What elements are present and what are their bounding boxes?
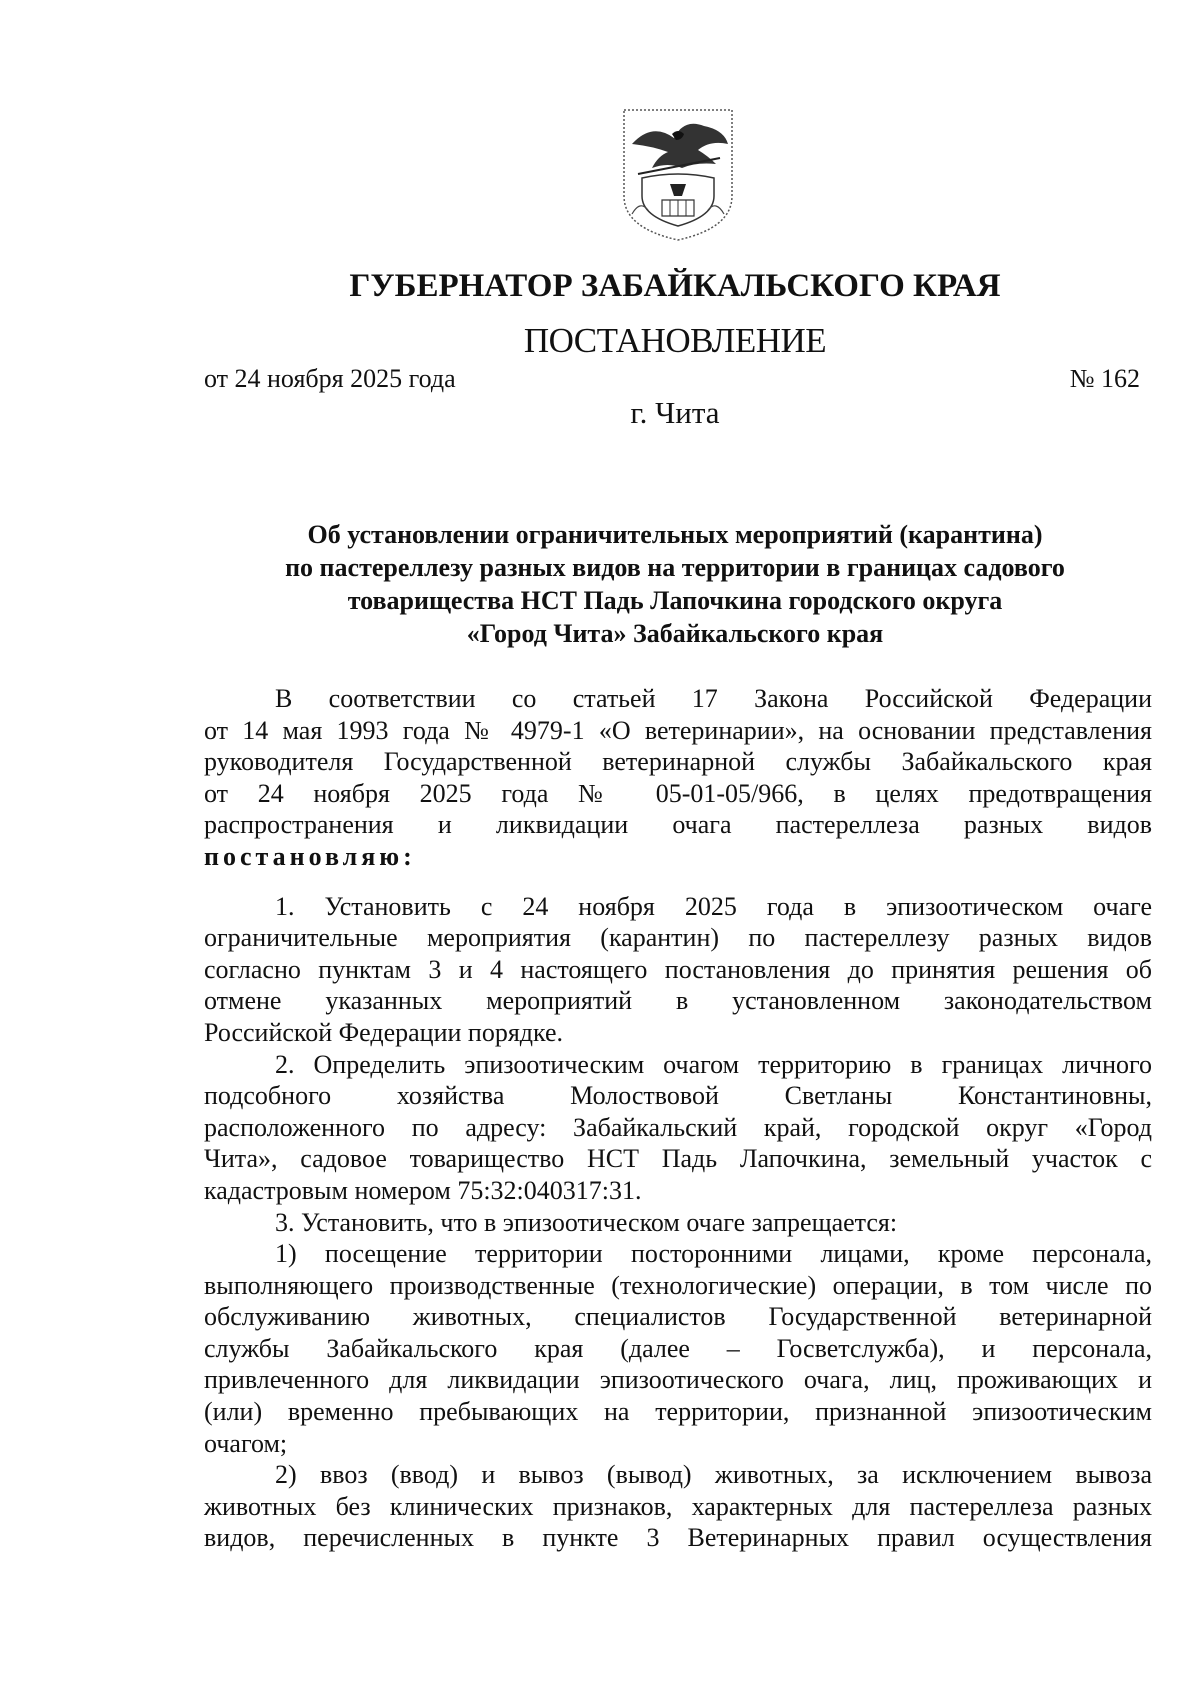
text-line: Чита», садовое товарищество НСТ Падь Лапочкина, земельный участок с [204,1144,1152,1174]
text-line: видов, перечисленных в пункте 3 Ветеринарных правил осуществления [204,1523,1152,1553]
item-1 [204,891,1152,1049]
preamble [204,683,1152,873]
item-3-1 [204,1238,1152,1459]
text-line: 1. Установить с 24 ноября 2025 года в эпизоотическом очаге [275,891,1152,921]
text-line: 1) посещение территории посторонними лицами, кроме персонала, [275,1239,1152,1269]
document-city: г. Чита [630,395,720,430]
document-body [204,683,1152,1554]
text-line: 3. Установить, что в эпизоотическом очаге запрещается: [275,1207,898,1237]
text-line: очагом; [204,1428,288,1458]
text-line: расположенного по адресу: Забайкальский край, городской округ «Город [204,1112,1152,1142]
text-line: отмене указанных мероприятий в установленном законодательством [204,986,1152,1016]
text-line: подсобного хозяйства Молоствовой Светланы Константиновны, [204,1081,1152,1111]
text-line: обслуживанию животных, специалистов Государственной ветеринарной [204,1302,1152,1332]
document-date: от 24 ноября 2025 года [204,364,456,393]
text-line: 2. Определить эпизоотическим очагом территорию в границах личного [275,1049,1152,1079]
text-line: от 24 ноября 2025 года № 05-01-05/966, в целях предотвращения [204,778,1152,808]
item-2 [204,1049,1152,1207]
text-line: согласно пунктам 3 и 4 настоящего постановления до принятия решения об [204,954,1152,984]
document-title [200,518,1150,650]
text-line: (или) временно пребывающих на территории, признанной эпизоотическим [204,1397,1152,1427]
authority-heading: ГУБЕРНАТОР ЗАБАЙКАЛЬСКОГО КРАЯ [349,268,1001,304]
text-line: В соответствии со статьей 17 Закона Российской Федерации [275,684,1152,713]
resolve-word: постановляю: [204,841,416,871]
document-type: ПОСТАНОВЛЕНИЕ [523,321,827,360]
text-line: животных без клинических признаков, характерных для пастереллеза разных [204,1491,1152,1521]
text-line: кадастровым номером 75:32:040317:31. [204,1175,642,1205]
item-3-2 [204,1459,1152,1554]
text-line: распространения и ликвидации очага пастереллеза разных видов [204,810,1152,840]
text-line: ограничительные мероприятия (карантин) по пастереллезу разных видов [204,923,1152,953]
text-line: руководителя Государственной ветеринарной службы Забайкальского края [204,747,1152,777]
text-line: привлеченного для ликвидации эпизоотического очага, лиц, проживающих и [204,1365,1152,1395]
title-line: «Город Чита» Забайкальского края [466,619,884,648]
text-line: от 14 мая 1993 года № 4979-1 «О ветеринарии», на основании представления [204,715,1152,745]
text-line: Российской Федерации порядке. [204,1017,564,1047]
item-3 [204,1207,1152,1239]
text-line: выполняющего производственные (технологические) операции, в том числе по [204,1270,1152,1300]
title-line: по пастереллезу разных видов на территории в границах садового [285,553,1065,582]
text-line: службы Забайкальского края (далее – Госветслужба), и персонала, [204,1333,1152,1363]
text-line: 2) ввоз (ввод) и вывоз (вывод) животных, за исключением вывоза [275,1460,1152,1490]
title-line: Об установлении ограничительных мероприятий (карантина) [307,520,1043,549]
coat-of-arms-emblem [612,104,744,244]
document-number: № 162 [1069,364,1140,393]
title-line: товарищества НСТ Падь Лапочкина городского округа [347,586,1003,615]
